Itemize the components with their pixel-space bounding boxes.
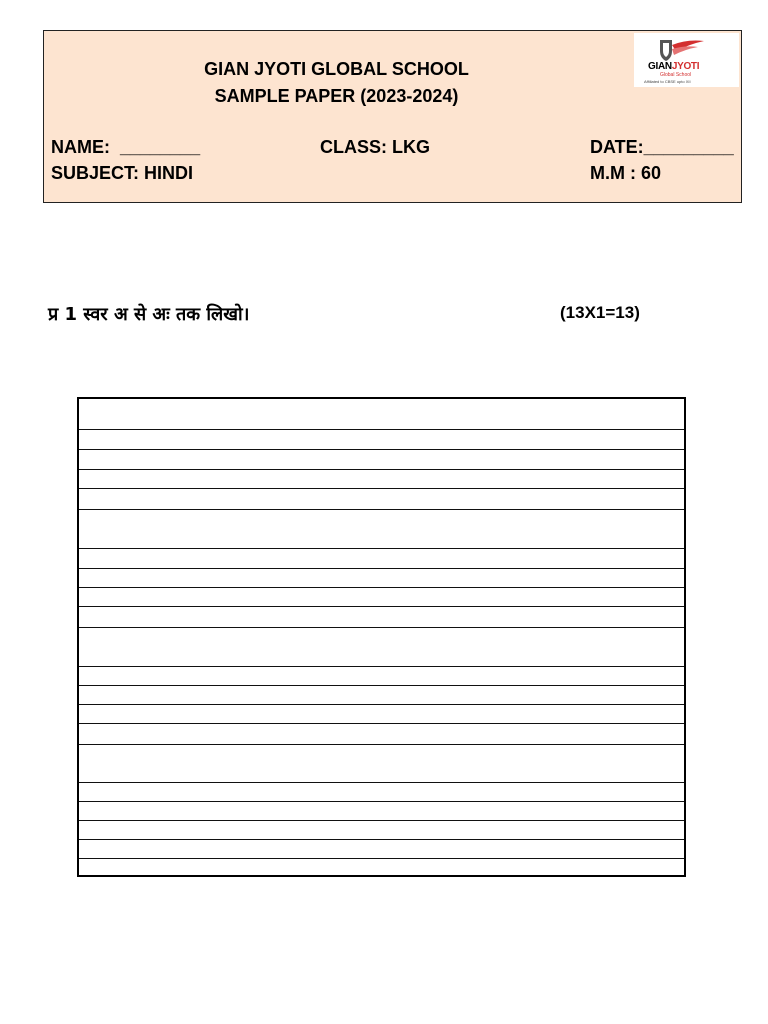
- writing-line: [79, 469, 684, 470]
- writing-box[interactable]: [77, 397, 686, 877]
- writing-line: [79, 744, 684, 745]
- shield-icon: [642, 37, 712, 63]
- subject-field: SUBJECT: HINDI: [51, 163, 194, 183]
- writing-line: [79, 587, 684, 588]
- writing-line: [79, 449, 684, 450]
- question-marks: (13X1=13): [560, 303, 640, 322]
- writing-line: [79, 666, 684, 667]
- max-marks-field: M.M : 60: [590, 163, 662, 183]
- name-field: NAME: ________: [51, 137, 201, 157]
- writing-line: [79, 509, 684, 510]
- logo-affiliation: Affiliated to CBSE upto XII: [644, 79, 691, 84]
- paper-title: SAMPLE PAPER (2023-2024): [214, 86, 459, 106]
- writing-line: [79, 839, 684, 840]
- date-field: DATE:_________: [590, 137, 734, 157]
- question-text: प्र 1 स्वर अ से अः तक लिखो।: [48, 304, 250, 325]
- writing-line: [79, 568, 684, 569]
- logo-brand: GIANJYOTI: [648, 61, 700, 72]
- writing-line: [79, 801, 684, 802]
- writing-line: [79, 820, 684, 821]
- logo-tagline: Global School: [660, 72, 692, 78]
- writing-line: [79, 488, 684, 489]
- writing-line: [79, 627, 684, 628]
- writing-line: [79, 704, 684, 705]
- writing-line: [79, 858, 684, 859]
- writing-line: [79, 606, 684, 607]
- class-field: CLASS: LKG: [320, 137, 430, 157]
- writing-line: [79, 723, 684, 724]
- writing-line: [79, 548, 684, 549]
- writing-line: [79, 782, 684, 783]
- writing-line: [79, 685, 684, 686]
- header-box: [43, 30, 742, 203]
- school-logo: [634, 33, 739, 87]
- writing-line: [79, 429, 684, 430]
- school-name: GIAN JYOTI GLOBAL SCHOOL: [204, 59, 469, 79]
